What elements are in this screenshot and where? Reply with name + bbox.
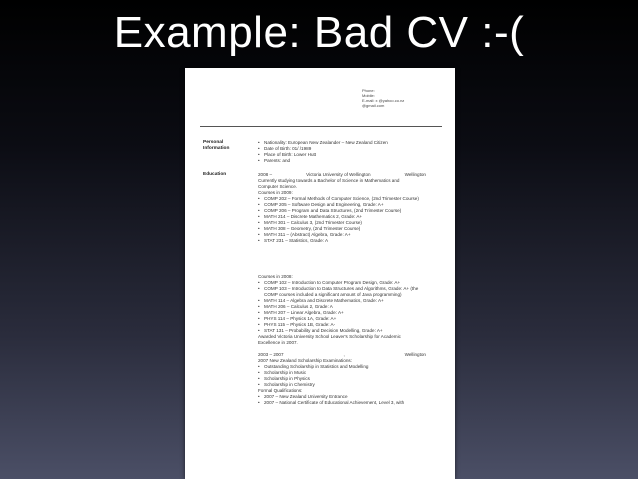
list-item: • MATH 114 – Algebra and Discrete Mathematics, Grade: A+ xyxy=(258,298,426,304)
slide-title: Example: Bad CV :-( xyxy=(113,8,525,57)
list-item: • Nationality: European New Zealander – New Zealand Citizen xyxy=(258,140,426,146)
contact-email: E-mail: x @yahoo.co.nz xyxy=(362,98,405,103)
education-header: 2008 – Victoria University of Wellington Wellington xyxy=(258,172,426,177)
cv-document xyxy=(185,68,455,479)
formal-list xyxy=(258,394,426,406)
scholarship-list xyxy=(258,364,426,388)
list-item: • MATH 214 – Discrete Mathematics 2, Grade: A+ xyxy=(258,214,426,220)
personal-label: Personal Information xyxy=(203,140,230,151)
courses-2008-heading: Courses in 2008: xyxy=(258,274,293,279)
list-item: • COMP 103 – Introduction to Data Structures and Algorithms, Grade: A+ (the COMP courses included a significant amount of Java programming) xyxy=(258,286,426,298)
list-item: • COMP 205 – Software Design and Engineering, Grade: A+ xyxy=(258,202,426,208)
courses-2008-list xyxy=(258,280,426,334)
list-item: • COMP 206 – Program and Data Structures, (2nd Trimester Course) xyxy=(258,208,426,214)
education-section: 2008 – Victoria University of Wellington Wellington Currently studying towards a Bachelor of Science in Mathematics and Computer Science. Courses in 2009: • COMP 202 – Formal Methods of Computer Science, (2nd Trimester Course) • COMP 205 – Software Design and Engineering, Grade: A+ • COMP 206 – Program and Data Structures, (2nd Trimester Course) • MATH 214 – Discrete Mathematics 2, Grade: A+ • MATH 301 – Calculus 3, (2nd Trimester Course) • MATH 308 – Geometry, (2nd Trimester Course) • MATH 311 – (Abstract) Algebra, Grade: A+ • STAT 231 – Statistics, Grade: A Courses in 2008: • COMP 102 – Introduction to Computer Program Design, Grade: A+ • COMP 103 – Introduction to Data Structures and Algorithms, Grade: A+ (the COMP courses included a significant amount of Java programming) • MATH 114 – Algebra and Discrete Mathematics, Grade: A+ • MATH 206 – Calculus 2, Grade: A • MATH 207 – Linear Algebra, Grade: A+ • PHYS 114 – Physics 1A, Grade: A+ • PHYS 115 – Physics 1B, Grade: A- • STAT 131 – Probability and Decision Modelling, Grade: A+ Awarded Victoria University School Leaver's Scholarship for Academic Excellence in 2007. 2003 – 2007 , Wellington 2007 New Zealand Scholarship Examinations: • Outstanding Scholarship in Statistics and Modelling • Scholarship in Music • Scholarship in Physics • Scholarship in Chemistry Formal Qualifications: • 2007 – New Zealand University Entrance • 2007 – National Certificate of Educational Achievement, Level 3, with xyxy=(258,172,426,406)
list-item: • COMP 102 – Introduction to Computer Program Design, Grade: A+ xyxy=(258,280,426,286)
list-item: • STAT 131 – Probability and Decision Modelling, Grade: A+ xyxy=(258,328,426,334)
scholarship-heading: 2007 New Zealand Scholarship Examinations: xyxy=(258,358,352,363)
list-item: • 2007 – New Zealand University Entrance xyxy=(258,394,426,400)
contact-mobile: Mobile: xyxy=(362,93,375,98)
list-item: • Scholarship in Chemistry xyxy=(258,382,426,388)
list-item: • COMP 202 – Formal Methods of Computer Science, (2nd Trimester Course) xyxy=(258,196,426,202)
list-item: • MATH 206 – Calculus 2, Grade: A xyxy=(258,304,426,310)
formal-heading: Formal Qualifications: xyxy=(258,388,303,393)
contact-email-2: @gmail.com xyxy=(362,103,385,108)
contact-block xyxy=(362,88,442,108)
list-item: • Date of Birth: 01/ /1989 xyxy=(258,146,426,152)
contact-phone: Phone: xyxy=(362,88,375,93)
list-item: • MATH 311 – (Abstract) Algebra, Grade: A+ xyxy=(258,232,426,238)
personal-section xyxy=(258,140,426,164)
list-item: • Scholarship in Physics xyxy=(258,376,426,382)
list-item: • Parents: and xyxy=(258,158,426,164)
list-item: • PHYS 114 – Physics 1A, Grade: A+ xyxy=(258,316,426,322)
header-divider xyxy=(200,126,442,127)
education-label: Education xyxy=(203,172,227,177)
list-item: • MATH 301 – Calculus 3, (2nd Trimester Course) xyxy=(258,220,426,226)
list-item: • Scholarship in Music xyxy=(258,370,426,376)
courses-2009-list xyxy=(258,196,426,244)
list-item: • MATH 308 – Geometry, (2nd Trimester Course) xyxy=(258,226,426,232)
list-item: • Outstanding Scholarship in Statistics and Modelling xyxy=(258,364,426,370)
list-item: • 2007 – National Certificate of Educational Achievement, Level 3, with xyxy=(258,400,426,406)
list-item: • STAT 231 – Statistics, Grade: A xyxy=(258,238,426,244)
list-item: • Place of Birth: Lower Hutt xyxy=(258,152,426,158)
school-header: 2003 – 2007 , Wellington xyxy=(258,352,426,357)
list-item: • PHYS 115 – Physics 1B, Grade: A- xyxy=(258,322,426,328)
list-item: • MATH 207 – Linear Algebra, Grade: A+ xyxy=(258,310,426,316)
